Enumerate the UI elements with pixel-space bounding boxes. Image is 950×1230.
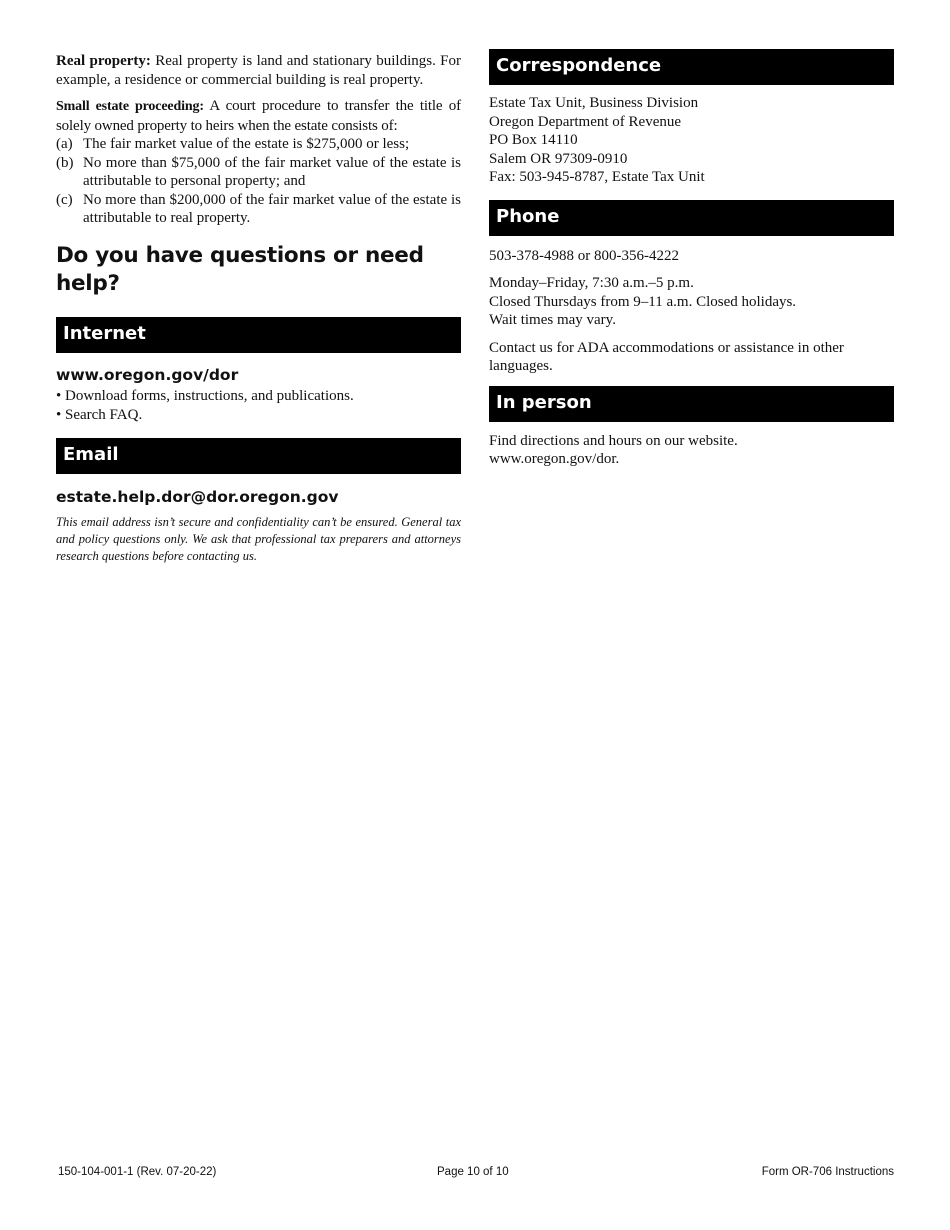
internet-section-header: Internet: [56, 317, 461, 353]
email-link[interactable]: estate.help.dor@dor.oregon.gov: [56, 487, 339, 506]
website-text: www.oregon.gov/dor.: [489, 451, 620, 467]
internet-bullets: [56, 387, 461, 425]
form-number: 150-104-001-1 (Rev. 07-20-22): [58, 1166, 217, 1178]
in-person-info: Find directions and hours on our website. www.oregon.gov/dor.: [489, 432, 894, 469]
list-item: • Download forms, instructions, and publications.: [56, 387, 354, 404]
small-estate-definition: [56, 97, 461, 135]
small-estate-text: A court procedure to transfer the title of solely owned property to heirs when the estate consists of:: [56, 98, 461, 134]
real-property-definition: [56, 52, 461, 89]
small-estate-conditions: [56, 135, 461, 228]
form-name: Form OR-706 Instructions: [761, 1166, 894, 1178]
real-property-text: Real property is land and stationary buildings. For example, a residence or commercial building is real property.: [56, 53, 461, 88]
mailing-address: Estate Tax Unit, Business Division Oregon Department of Revenue PO Box 14110 Salem OR 97309-0910 Fax: 503-945-8787, Estate Tax Unit: [489, 95, 705, 185]
phone-numbers: 503-378-4988 or 800-356-4222: [489, 247, 679, 264]
phone-section-header: Phone: [489, 200, 894, 236]
email-disclaimer: This email address isn’t secure and confidentiality can’t be ensured. General tax and policy questions only. We ask that professional tax preparers and attorneys research questions before contacting us.: [56, 514, 461, 563]
list-item: (a) The fair market value of the estate is $275,000 or less;: [56, 136, 410, 152]
ada-note: Contact us for ADA accommodations or assistance in other languages.: [489, 339, 844, 374]
correspondence-section-header: Correspondence: [489, 49, 894, 85]
list-item: (c) No more than $200,000 of the fair market value of the estate is attributable to real property.: [56, 191, 461, 226]
real-property-term: Real property:: [56, 53, 151, 69]
website-link[interactable]: www.oregon.gov/dor: [56, 365, 239, 384]
left-column: [56, 52, 461, 565]
phone-hours: Monday–Friday, 7:30 a.m.–5 p.m. Closed Thursdays from 9–11 a.m. Closed holidays. Wait times may vary.: [489, 275, 797, 328]
right-column: [489, 49, 894, 469]
page-number: Page 10 of 10: [437, 1166, 509, 1178]
in-person-section-header: In person: [489, 386, 894, 422]
small-estate-term: Small estate proceeding:: [56, 99, 204, 114]
help-heading: Do you have questions or need help?: [56, 242, 424, 296]
email-section-header: Email: [56, 438, 461, 474]
page-footer: [56, 1166, 894, 1182]
list-item: (b) No more than $75,000 of the fair market value of the estate is attributable to personal property; and: [56, 154, 461, 189]
list-item: • Search FAQ.: [56, 406, 143, 423]
